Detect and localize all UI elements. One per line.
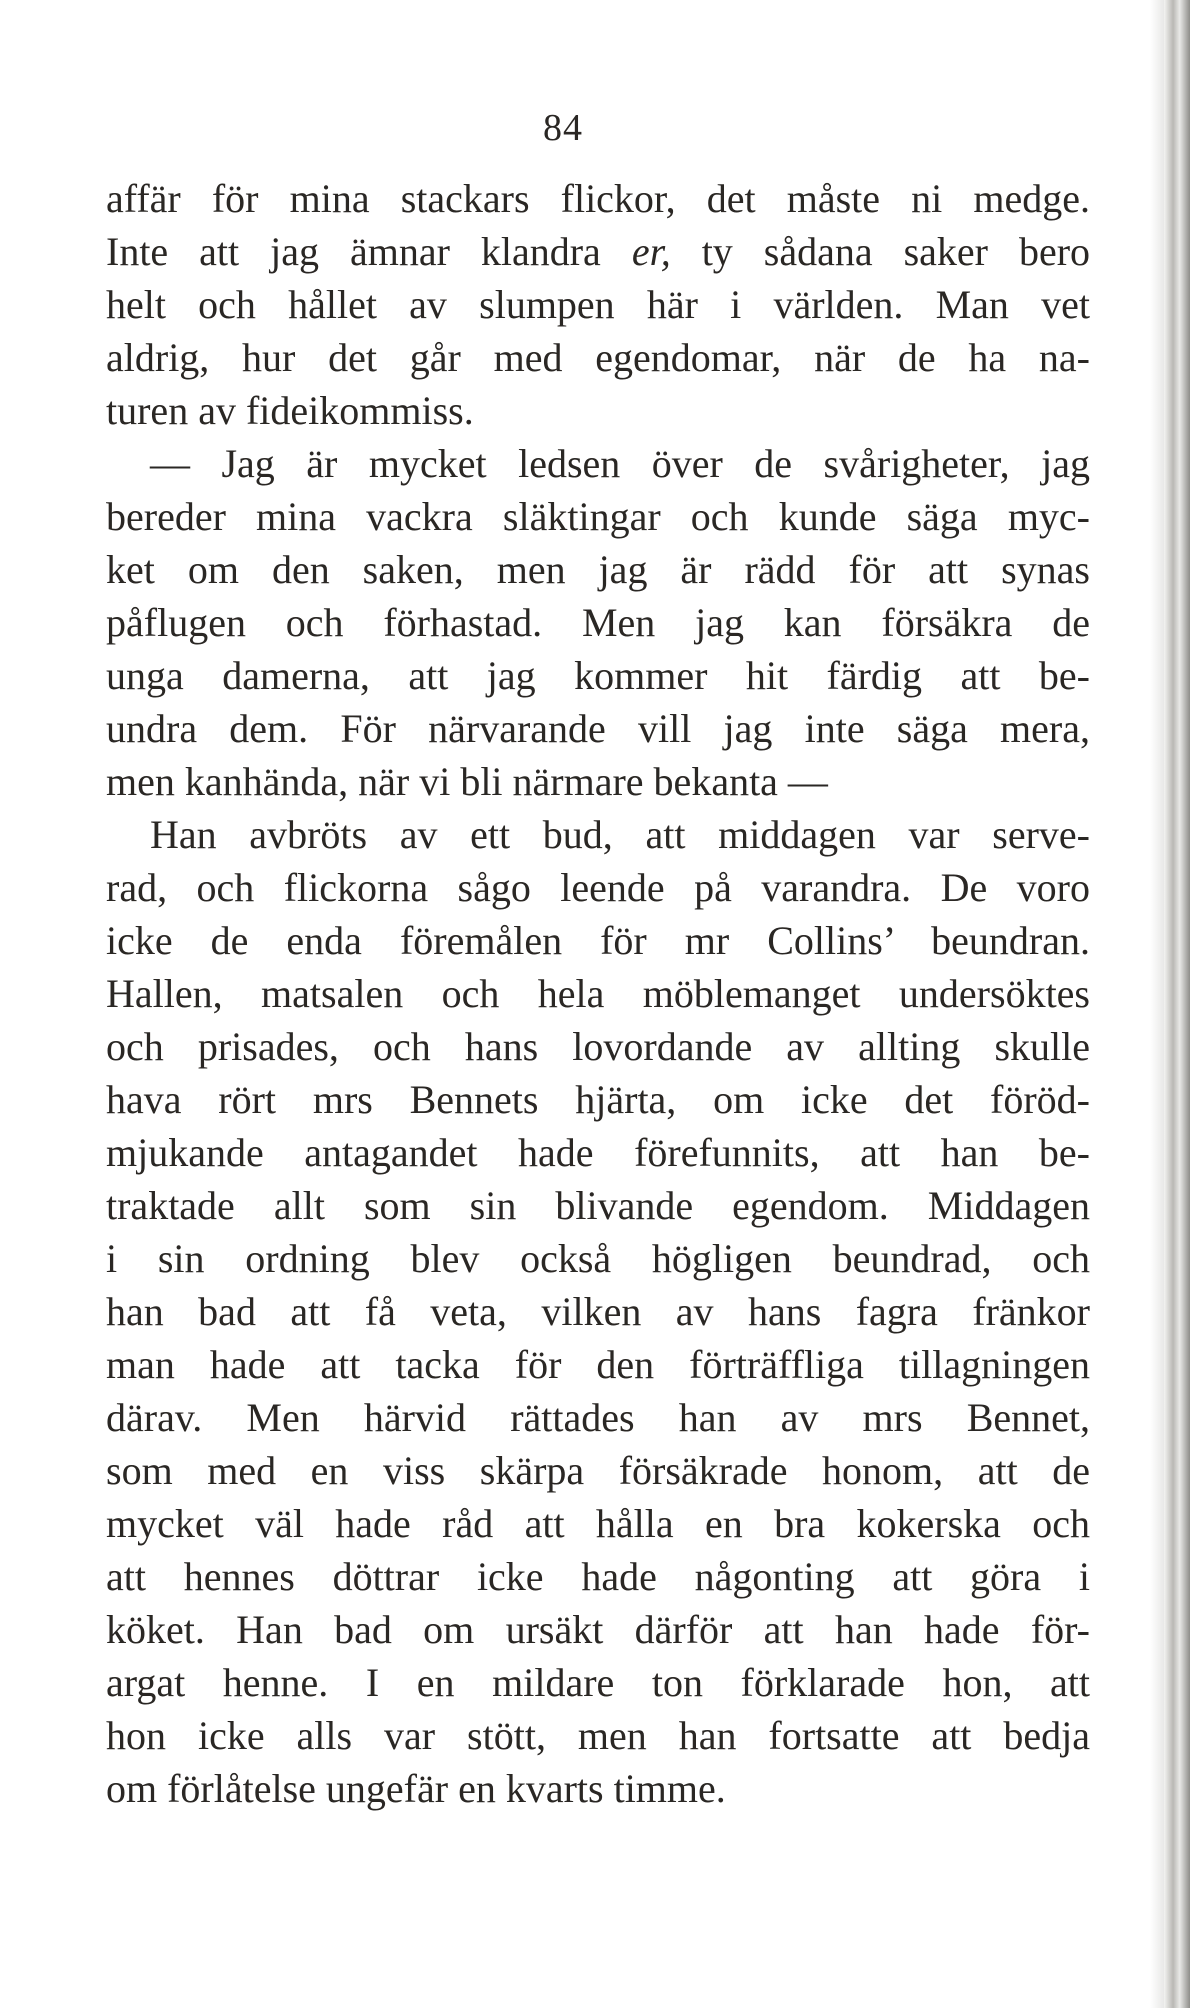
text-line: — Jag är mycket ledsen över de svårigheter, jag bbox=[150, 441, 1090, 486]
text-line: rad, och flickorna sågo leende på varandra. De voro bbox=[106, 865, 1090, 910]
text-line: helt och hållet av slumpen här i världen. Man vet bbox=[106, 282, 1090, 327]
italic-word: er, bbox=[631, 229, 671, 274]
text-line: aldrig, hur det går med egendomar, när de ha na- bbox=[106, 335, 1090, 380]
text-line: han bad att få veta, vilken av hans fagra fränkor bbox=[106, 1289, 1090, 1334]
binding-shadow bbox=[1150, 0, 1164, 2008]
text-line: turen av fideikommiss. bbox=[106, 388, 474, 433]
text-line bbox=[106, 225, 1090, 278]
page-number: 84 bbox=[543, 107, 583, 149]
text-line: men kanhända, när vi bli närmare bekanta — bbox=[106, 759, 828, 804]
text-line: i sin ordning blev också högligen beundrad, och bbox=[106, 1236, 1090, 1281]
text-line: köket. Han bad om ursäkt därför att han hade för- bbox=[106, 1607, 1090, 1652]
text-line: som med en viss skärpa försäkrade honom, att de bbox=[106, 1448, 1090, 1493]
text-line: traktade allt som sin blivande egendom. Middagen bbox=[106, 1183, 1090, 1228]
text-line: undra dem. För närvarande vill jag inte säga mera, bbox=[106, 706, 1090, 751]
body-text bbox=[106, 172, 1090, 1815]
text-line: om förlåtelse ungefär en kvarts timme. bbox=[106, 1766, 726, 1811]
text-line: bereder mina vackra släktingar och kunde säga myc- bbox=[106, 494, 1090, 539]
text-line: argat henne. I en mildare ton förklarade hon, att bbox=[106, 1660, 1090, 1705]
text-line: ket om den saken, men jag är rädd för att synas bbox=[106, 547, 1090, 592]
binding-edge bbox=[1164, 0, 1190, 2008]
text-fragment: ty sådana saker bero bbox=[701, 229, 1091, 274]
text-fragment: Inte att jag ämnar klandra bbox=[106, 229, 601, 274]
text-line: och prisades, och hans lovordande av allting skulle bbox=[106, 1024, 1090, 1069]
text-line: mjukande antagandet hade förefunnits, att han be- bbox=[106, 1130, 1090, 1175]
text-line: påflugen och förhastad. Men jag kan försäkra de bbox=[106, 600, 1090, 645]
text-line: därav. Men härvid rättades han av mrs Bennet, bbox=[106, 1395, 1090, 1440]
text-line: att hennes döttrar icke hade någonting att göra i bbox=[106, 1554, 1090, 1599]
text-line: mycket väl hade råd att hålla en bra kokerska och bbox=[106, 1501, 1090, 1546]
text-line: hon icke alls var stött, men han fortsatte att bedja bbox=[106, 1713, 1090, 1758]
text-line: Hallen, matsalen och hela möblemanget undersöktes bbox=[106, 971, 1090, 1016]
text-line: hava rört mrs Bennets hjärta, om icke det föröd- bbox=[106, 1077, 1090, 1122]
text-line: man hade att tacka för den förträffliga tillagningen bbox=[106, 1342, 1090, 1387]
text-line: affär för mina stackars flickor, det måste ni medge. bbox=[106, 176, 1090, 221]
text-line: unga damerna, att jag kommer hit färdig att be- bbox=[106, 653, 1090, 698]
text-line: icke de enda föremålen för mr Collins’ beundran. bbox=[106, 918, 1090, 963]
text-line: Han avbröts av ett bud, att middagen var serve- bbox=[150, 812, 1090, 857]
